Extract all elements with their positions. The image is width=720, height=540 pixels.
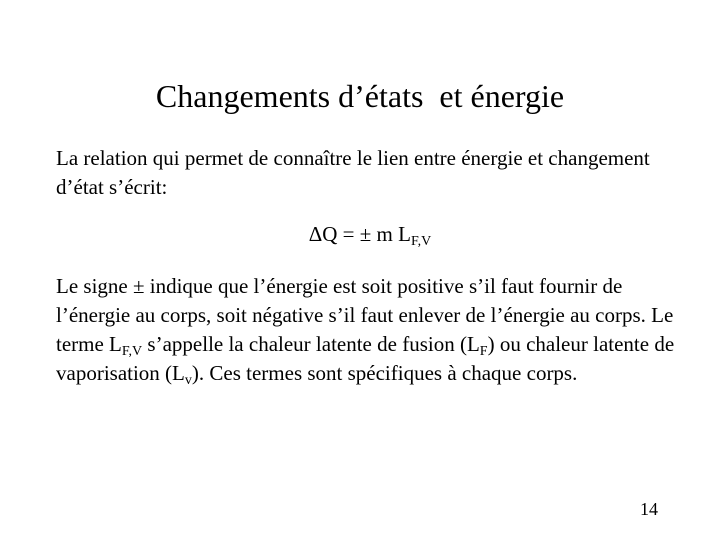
slide-title: Changements d’états et énergie	[155, 78, 565, 114]
explanation-subscript-1: F,V	[121, 344, 143, 359]
page-number: 14	[640, 499, 658, 519]
intro-paragraph: La relation qui permet de connaître le lien entre énergie et changement d’état s’écrit:	[56, 146, 650, 199]
formula-subscript: F,V	[410, 234, 432, 249]
explanation-text-4: ). Ces termes sont spécifiques à chaque corps.	[191, 361, 578, 385]
explanation-text-3: ) ou chaleur latente de vaporisation (L	[56, 332, 675, 385]
explanation-text-2: s’appelle la chaleur latente de fusion (L	[142, 332, 480, 356]
formula	[0, 220, 720, 249]
explanation-paragraph	[56, 272, 696, 388]
explanation-text-1: Le signe ± indique que l’énergie est soit positive s’il faut fournir de l’énergie au corps, soit négative s’il faut enlever de l’énergie au corps. Le terme L	[56, 274, 674, 356]
formula-main: ΔQ = ± m L	[308, 222, 411, 246]
explanation-subscript-3: v	[184, 373, 192, 388]
explanation-subscript-2: F	[479, 344, 488, 359]
